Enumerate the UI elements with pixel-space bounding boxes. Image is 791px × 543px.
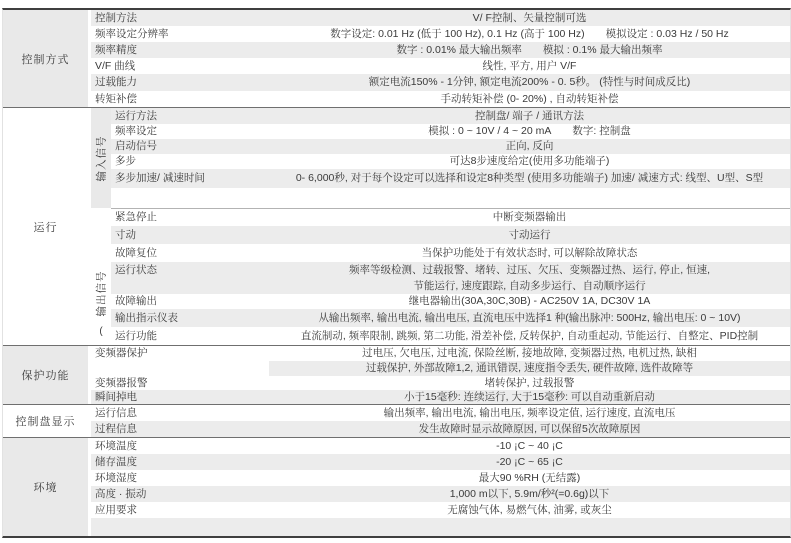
spec-row [111,309,790,327]
spec-row [111,169,790,188]
value-line: 最大90 %RH (无结露) [478,472,581,484]
vertical-group-label [91,108,111,208]
spec-row [91,502,790,518]
spec-row [91,421,790,437]
value-line: 输出频率, 输出电流, 输出电压, 频率设定值, 运行速度, 直流电压 [383,407,676,419]
row-label: 启动信号 [115,140,157,152]
row-value [269,327,790,345]
row-value [269,376,790,390]
row-value [269,188,790,208]
spec-row [111,262,790,294]
row-label: 转矩补偿 [95,93,137,105]
spec-row [111,244,790,262]
row-value [269,405,790,421]
value-line: -10 ¡C ~ 40 ¡C [496,440,563,452]
spec-row [91,454,790,470]
row-value [269,518,790,536]
row-label: 变频器保护 [95,347,148,359]
spec-section [3,10,790,108]
row-label: 多步加速/ 减速时间 [115,172,205,184]
spec-row [91,438,790,454]
row-label: 过程信息 [95,423,137,435]
value-line: 线性, 平方, 用户 V/F [482,60,577,72]
section-category: 保护功能 [3,346,88,404]
value-line: 寸动运行 [508,229,551,241]
spec-row [111,139,790,154]
value-line: 节能运行, 速度跟踪, 自动多步运行、自动顺序运行 [413,280,646,292]
row-label: 过载能力 [95,76,137,88]
spec-section [3,438,790,536]
row-label: 应用要求 [95,504,137,516]
row-value [269,421,790,437]
row-label: 环境温度 [95,440,137,452]
row-label [91,518,269,536]
value-line: 无腐蚀气体, 易燃气体, 油雾, 或灰尘 [447,504,612,516]
spec-row [111,188,790,208]
section-rows [91,346,790,404]
section-category: 控制盘显示 [3,405,88,437]
spec-row [91,376,790,390]
row-label: 运行方法 [115,110,157,122]
row-value [269,226,790,244]
spec-row [111,108,790,124]
row-value [269,244,790,262]
row-label: 故障输出 [115,295,157,307]
row-label [111,188,269,208]
row-label: 变频器报警 [95,377,148,389]
row-label: 运行状态 [115,264,157,276]
value-line: 数字 : 0.01% 最大输出频率 模拟 : 0.1% 最大输出频率 [396,44,663,56]
row-label: 频率精度 [95,44,137,56]
spec-row [111,208,790,226]
value-line: 正向, 反向 [505,140,554,152]
row-label: 控制方法 [95,12,137,24]
row-value [269,438,790,454]
value-line: 中断变频器输出 [492,211,567,223]
row-label: V/F 曲线 [95,60,136,72]
spec-row [91,486,790,502]
spec-section [3,405,790,438]
value-line: 从输出频率, 输出电流, 输出电压, 直流电压中选择1 种(输出脉冲: 500Hz, 输出电压: 0 ~ 10V) [318,312,741,324]
spec-row [111,124,790,139]
value-line: 继电器输出(30A,30C,30B) - AC250V 1A, DC30V 1A [408,295,651,307]
vertical-group-label [91,261,111,326]
value-line: 堵转保护, 过载报警 [484,377,575,389]
spec-row [91,91,790,107]
row-value [269,309,790,327]
spec-row [91,346,790,376]
row-value [269,91,790,107]
value-line: 过电压, 欠电压, 过电流, 保险丝断, 接地故障, 变频器过热, 电机过热, 缺相 [362,347,697,359]
section-category: 环境 [3,438,88,536]
spec-section [3,346,790,405]
value-line: 1,000 m以下, 5.9m/秒²(=0.6g)以下 [449,488,610,500]
row-value [269,58,790,74]
group-label-text: 输入信号 [95,135,108,181]
rail-cell [91,326,111,344]
row-label: 运行功能 [115,330,157,342]
row-label: 寸动 [115,229,136,241]
row-label: 频率设定分辨率 [95,28,169,40]
spec-row [91,74,790,91]
row-value [269,486,790,502]
row-label: 频率设定 [115,125,157,137]
row-label: 紧急停止 [115,211,157,223]
row-value [269,454,790,470]
section-rows [91,10,790,107]
section-rows [91,405,790,437]
section-rows [91,438,790,536]
row-value [269,10,790,26]
spec-section [3,108,790,346]
value-line: 发生故障时显示故障原因, 可以保留5次故障原因 [418,423,641,435]
rail-cell [91,208,111,261]
row-value [269,154,790,169]
value-line: 直流制动, 频率限制, 跳频, 第二功能, 滑差补偿, 反转保护, 自动重起动, 节能运行、自整定、PID控制 [300,330,759,342]
spec-row [91,390,790,404]
row-value [269,346,790,376]
spec-row [91,405,790,421]
row-label: 瞬间掉电 [95,391,137,403]
section-category: 运行 [3,108,88,345]
spec-row [111,226,790,244]
spec-row [111,294,790,309]
row-value [269,139,790,154]
row-value [269,470,790,486]
row-value [269,42,790,58]
spec-row [111,154,790,169]
value-line: 模拟 : 0 ~ 10V / 4 ~ 20 mA 数字: 控制盘 [428,125,631,137]
value-line: 小于15毫秒: 连续运行, 大于15毫秒: 可以自动重新启动 [404,391,655,403]
section-rows [111,108,790,345]
row-label: 储存温度 [95,456,137,468]
signal-group-rail [91,108,111,345]
group-label-text: ( [99,326,103,337]
value-line: 控制盘/ 端子 / 通讯方法 [474,110,585,122]
spec-row [91,518,790,536]
row-value [269,26,790,42]
row-value [269,124,790,139]
value-line: 数字设定: 0.01 Hz (低于 100 Hz), 0.1 Hz (高于 100 Hz) 模拟设定 : 0.03 Hz / 50 Hz [330,28,729,40]
row-value [269,74,790,91]
value-line: -20 ¡C ~ 65 ¡C [496,456,563,468]
value-line: 可达8步速度给定(使用多功能端子) [449,155,610,167]
value-line: V/ F控制、矢量控制可选 [472,12,587,24]
spec-row [91,10,790,26]
value-line: 额定电流150% - 1分钟, 额定电流200% - 0. 5秒。 (特性与时间成反比) [368,76,691,88]
spec-row [91,470,790,486]
row-value [269,108,790,124]
value-line: 当保护功能处于有效状态时, 可以解除故障状态 [421,247,638,259]
value-line: 手动转矩补偿 (0- 20%) , 自动转矩补偿 [440,93,619,105]
row-value [269,390,790,404]
spec-row [111,327,790,345]
row-value [269,262,790,294]
row-value [269,209,790,226]
row-label: 运行信息 [95,407,137,419]
row-label: 故障复位 [115,247,157,259]
section-category: 控制方式 [3,10,88,107]
value-line: 0- 6,000秒, 对于每个设定可以选择和设定8种类型 (使用多功能端子) 加速/ 减速方式: 线型、U型、S型 [295,172,764,184]
value-line: 过载保护, 外部故障1,2, 通讯错误, 速度指令丢失, 硬件故障, 选件故障等 [269,361,790,376]
row-value [269,294,790,309]
row-value [269,169,790,188]
value-line: 频率等级检测、过载报警、堵转、过压、欠压、变频器过热、运行, 停止, 恒速, [348,264,711,276]
row-label: 高度 · 振动 [95,488,147,500]
row-label: 多步 [115,155,136,167]
spec-row [91,58,790,74]
row-value [269,502,790,518]
row-label: 环境湿度 [95,472,137,484]
inverter-spec-table [2,8,791,538]
spec-row [91,42,790,58]
group-label-text: 输出信号 [95,270,108,317]
row-label: 输出指示仪表 [115,312,178,324]
spec-row [91,26,790,42]
